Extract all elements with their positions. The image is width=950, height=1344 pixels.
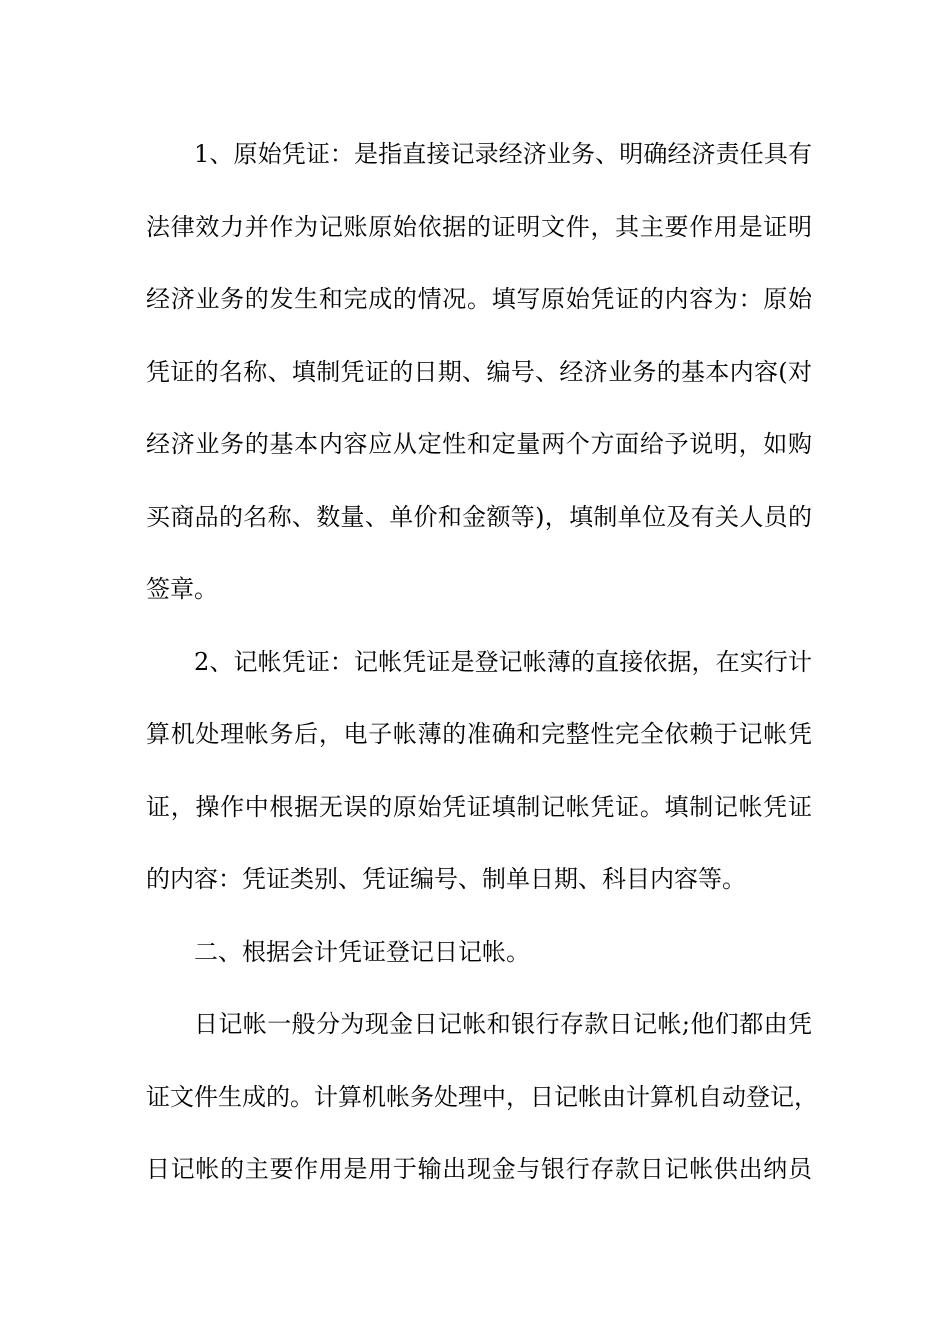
paragraph-1-line-4: 凭证的名称、填制凭证的日期、编号、经济业务的基本内容(对 bbox=[146, 357, 812, 386]
paragraph-1-line-3: 经济业务的发生和完成的情况。填写原始凭证的内容为：原始 bbox=[146, 285, 812, 313]
paragraph-3-line-1: 日记帐一般分为现金日记帐和银行存款日记帐;他们都由凭 bbox=[194, 1010, 812, 1038]
paragraph-1-line-5: 经济业务的基本内容应从定性和定量两个方面给予说明，如购 bbox=[146, 430, 812, 458]
paragraph-1-line-6: 买商品的名称、数量、单价和金额等)，填制单位及有关人员的 bbox=[146, 502, 812, 531]
paragraph-3-line-3: 日记帐的主要作用是用于输出现金与银行存款日记帐供出纳员 bbox=[146, 1155, 812, 1183]
paragraph-2-line-3: 证，操作中根据无误的原始凭证填制记帐凭证。填制记帐凭证 bbox=[146, 792, 812, 821]
paragraph-2-line-1: 2、记帐凭证：记帐凭证是登记帐薄的直接依据，在实行计 bbox=[194, 647, 812, 676]
paragraph-1-line-7: 签章。 bbox=[146, 575, 218, 603]
paragraph-2-line-2: 算机处理帐务后，电子帐薄的准确和完整性完全依赖于记帐凭 bbox=[146, 720, 812, 748]
paragraph-1-line-2: 法律效力并作为记账原始依据的证明文件，其主要作用是证明 bbox=[146, 212, 812, 241]
paragraph-3-line-2: 证文件生成的。计算机帐务处理中，日记帐由计算机自动登记， bbox=[146, 1082, 818, 1111]
document-body bbox=[146, 128, 818, 1216]
paragraph-1-line-1: 1、原始凭证：是指直接记录经济业务、明确经济责任具有 bbox=[194, 140, 812, 168]
paragraph-2-line-4: 的内容：凭证类别、凭证编号、制单日期、科目内容等。 bbox=[146, 865, 746, 893]
section-heading: 二、根据会计凭证登记日记帐。 bbox=[194, 937, 530, 966]
